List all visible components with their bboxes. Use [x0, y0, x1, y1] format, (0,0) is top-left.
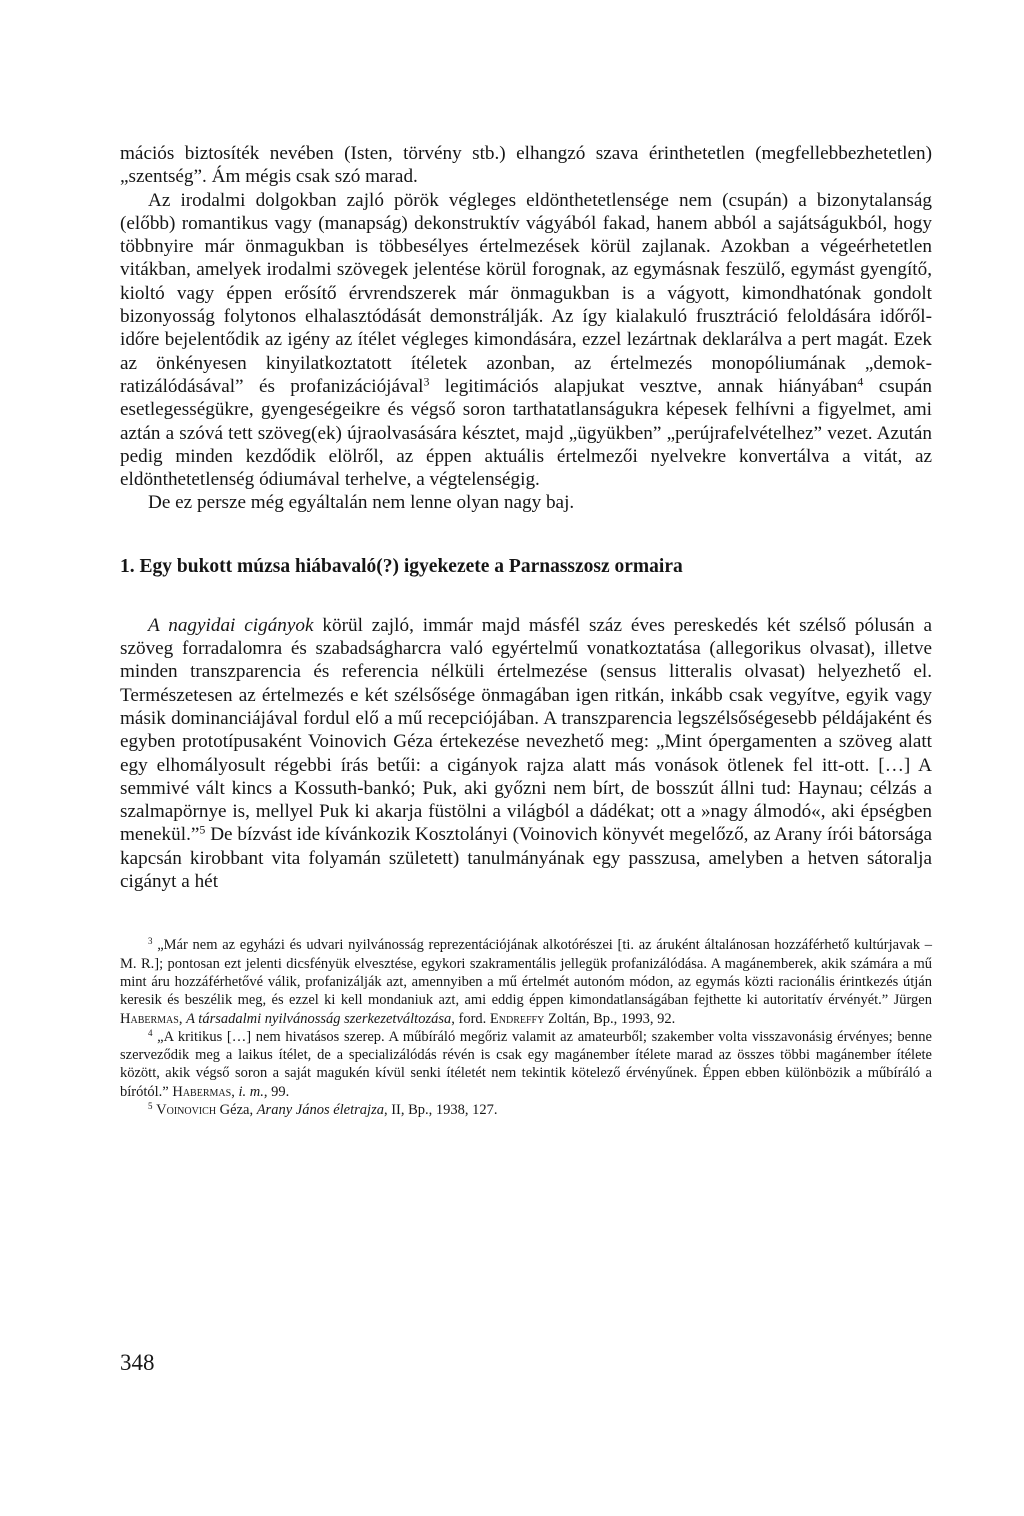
book-title: A társadalmi nyilvánosság szerkezetváltozása — [186, 1010, 452, 1027]
footnote-text: , 99. — [263, 1083, 290, 1100]
section-paragraph — [120, 614, 932, 894]
body-text — [120, 142, 932, 515]
paragraph-text: De bízvást ide kívánkozik Kosztolányi (Voinovich könyvét megelőző, az Arany írói bátorsága kapcsán kirobbant vita folyamán született) tanulmányának egy passzusa, amelyben a hetven sátoralja cigányt a hét — [120, 824, 932, 893]
page-content — [120, 142, 932, 1119]
paragraph-text: Az irodalmi dolgokban zajló pörök végleges eldönthetetlensége nem (csupán) a bizonytalanság (előbb) romantikus vagy (manapság) dekonstruktív vágyából fakad, hanem abból a sajátságukból, hogy többnyire már önmagukban is többesélyes értelmezések körül zajlanak. Azokban a végeérhetetlen vitákban, amelyek irodalmi szövegek jelentése körül forognak, az egymásnak feszülő, egymást gyengítő, kioltó vagy éppen erősítő érvrendszerek már önmagukban is a vágyott, kimondhatónak gondolt bizonyosság folytonos elhalasztódását demonstrálják. Az így kialakuló frusztráció feloldására időről-időre bejelentődik az igény az ítélet végleges kimondására, ezzel lezártnak deklarálva a pert magát. Ezek az önkényesen kinyilatkoztatott ítéletek azonban, az értelmezés monopóliumának „demokratizálódásával” és profanizációjával — [120, 189, 932, 397]
footnote-3 — [120, 936, 932, 1027]
paragraph-continuation — [120, 142, 932, 189]
author-name: Habermas — [172, 1083, 232, 1100]
footnote-5 — [120, 1101, 932, 1119]
footnote-text: , — [231, 1083, 239, 1100]
section-1 — [120, 555, 932, 894]
footnotes — [120, 936, 932, 1119]
footnote-text: , ford. — [451, 1010, 490, 1027]
footnote-number: 3 — [148, 936, 153, 947]
citation-ref: i. m. — [238, 1083, 264, 1100]
translator-name: Endreffy — [489, 1010, 545, 1027]
paragraph-text: mációs biztosíték nevében (Isten, törvény stb.) elhangzó szava érinthetetlen (megfellebbezhetetlen) „szentség”. Ám mégis csak szó marad. — [120, 143, 932, 188]
paragraph-closing — [120, 491, 932, 514]
paragraph-text: De ez persze még egyáltalán nem lenne olyan nagy baj. — [148, 492, 575, 514]
author-name: Habermas — [120, 1010, 179, 1027]
footnote-text: Zoltán, Bp., 1993, 92. — [544, 1010, 676, 1027]
footnote-number: 5 — [148, 1101, 153, 1112]
footnote-ref-3[interactable]: 3 — [423, 374, 430, 389]
paragraph-text: legitimációs alapjukat vesztve, annak hiányában — [429, 375, 858, 397]
book-title: Arany János életrajza — [256, 1101, 384, 1118]
paragraph-verdicts — [120, 189, 932, 492]
page-number: 348 — [120, 1350, 155, 1375]
footnote-4 — [120, 1028, 932, 1101]
footnote-text: „A kritikus […] nem hivatásos szerep. A műbíráló megőriz valamit az amateurből; szakember volta visszavonásig érvényes; benne szerveződik meg a laikus ítélet, de a specializálódás révén is csak egy magánember ítélete marad az összes többi magánember ítélete között, akik végső soron a saját magukén kívül senki ítéletét nem tekintik kötelező érvényűnek. Éppen ebben különbözik a műbíráló a bírótól.” — [120, 1028, 932, 1100]
author-name: Voinovich — [156, 1101, 217, 1118]
footnote-ref-4[interactable]: 4 — [857, 374, 864, 389]
paragraph-text: csupán esetlegességükre, gyengeségeikre és végső soron tarthatatlanságukra képesek felhívni a figyelmet, ami aztán a szóvá tett szöveg(ek) újraolvasására késztet, majd „ügyükben” „perújrafelvételhez” vezet. Azután pedig minden kezdődik elölről, az éppen aktuális értelmezői nyelvekre konvertálva a vitát, az eldönthetetlenség ódiumával terhelve, a végtelenségig. — [120, 375, 933, 491]
paragraph-text: körül zajló, immár majd másfél száz éves pereskedés két szélső pólusán a szöveg forradalomra és szabadságharcra való egyértelmű vonatkoztatása (allegorikus olvasat), illetve minden transzparencia és referencia nélküli értelmezése (sensus litteralis olvasat) helyezhető el. Természetesen az értelmezés e két szélsősége önmagában igen ritkán, inkább csak vegyítve, egyik vagy másik dominanciájával fordul elő a mű recepciójában. A transzparencia legszélsőségesebb példájaként és egyben prototípusaként Voinovich Géza értekezése nevezhető meg: „Mint ópergamenten a szöveg alatt egy elhomályosult régebbi írás betűi: a cigányok rajza alatt más vonások ötlenek fel itt-ott. […] A semmivé vált kincs a Kossuth-bankó; Puk, aki győzni nem bírt, de bosszút állni tud: Haynau; célzás a szalmapörnye is, mellyel Puk ki akarja füstölni a világból a dádékat; ott a »nagy álmodó«, aki épségben menekül.” — [120, 614, 932, 846]
footnote-text: Géza, — [216, 1101, 257, 1118]
work-title: A nagyidai cigányok — [148, 614, 314, 636]
footnote-number: 4 — [148, 1027, 153, 1038]
footnote-ref-5[interactable]: 5 — [199, 822, 206, 837]
footnote-text: „Már nem az egyházi és udvari nyilvánosság reprezentációjának alkotórészei [ti. az áruként általánosan hozzáférhető kultúrjavak – M. R.]; pontosan ezt jelenti dicsfényük elvesztése, egykori szakramentális jellegük profanizálódása. A magánemberek, akik számára a mű mint áru hozzáférhetővé válik, profanizálják azt, amennyiben a mű értelmét autonóm módon, az egymás közti racionális érintkezés útján keresik és beszélik meg, és ezzel ki kell mondaniuk azt, ami eddig éppen kimondatlanságában fejthette ki autoritatív érvényét.” Jürgen — [120, 937, 932, 1009]
footnote-text: , II, Bp., 1938, 127. — [383, 1101, 498, 1118]
footnote-text: , — [178, 1010, 187, 1027]
section-heading: 1. Egy bukott múzsa hiábavaló(?) igyekezete a Parnasszosz ormaira — [120, 555, 683, 577]
